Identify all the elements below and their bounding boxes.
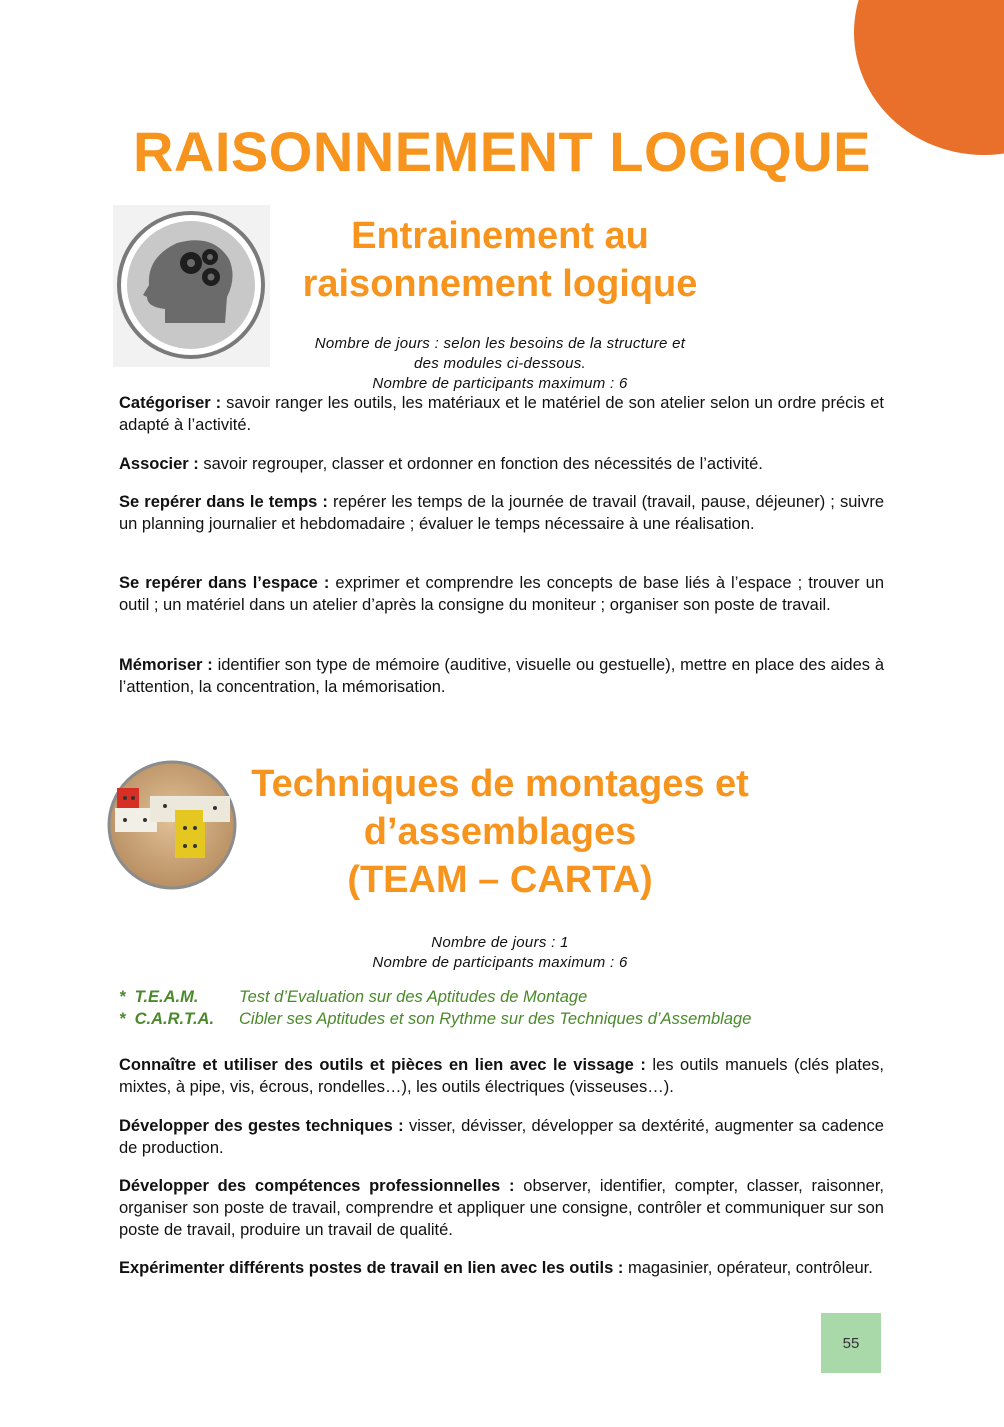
paragraph-label: Expérimenter différents postes de travail en lien avec les outils :	[119, 1259, 624, 1277]
paragraph-label: Connaître et utiliser des outils et pièces en lien avec le vissage :	[119, 1056, 646, 1074]
paragraph-gestes	[119, 1115, 884, 1159]
title-line: Techniques de montages et	[251, 763, 749, 805]
paragraph-text: savoir regrouper, classer et ordonner en fonction des nécessités de l’activité.	[198, 455, 763, 473]
paragraph-categoriser	[119, 392, 884, 436]
title-line: (TEAM – CARTA)	[347, 859, 653, 901]
acronym-value: Test d’Evaluation sur des Aptitudes de Montage	[239, 988, 588, 1006]
section1-meta	[250, 334, 750, 394]
paragraph-memoriser	[119, 654, 884, 698]
paragraph-label: Se repérer dans le temps :	[119, 493, 328, 511]
paragraph-text: savoir ranger les outils, les matériaux et le matériel de son atelier selon un ordre précis et adapté à l’activité.	[119, 394, 885, 434]
meta-line: Nombre de jours : 1	[431, 934, 569, 951]
meta-line: des modules ci-dessous.	[414, 355, 586, 372]
acronym-list	[119, 986, 899, 1030]
page-title: RAISONNEMENT LOGIQUE	[132, 120, 872, 183]
paragraph-text: exprimer et comprendre les concepts de base liés à l’espace ; trouver un outil ; un matériel dans un atelier d’après la consigne du moniteur ; organiser son poste de travail.	[119, 574, 885, 614]
paragraph-outils	[119, 1054, 884, 1098]
section2-meta	[250, 933, 750, 973]
meta-line: Nombre de participants maximum : 6	[372, 954, 628, 971]
paragraph-label: Catégoriser :	[119, 394, 222, 412]
paragraph-text: observer, identifier, compter, classer, raisonner, organiser son poste de travail, comprendre et appliquer une consigne, contrôler et communiquer sur son poste de travail, produire un travail de qualité.	[119, 1177, 884, 1239]
paragraph-text: identifier son type de mémoire (auditive, visuelle ou gestuelle), mettre en place des aides à l’attention, la concentration, la mémorisation.	[119, 656, 884, 696]
meta-line: Nombre de participants maximum : 6	[372, 375, 628, 392]
paragraph-label: Se repérer dans l’espace :	[119, 574, 330, 592]
head-gears-icon	[113, 205, 270, 367]
section1-title: Entrainement au raisonnement logique	[302, 215, 698, 305]
paragraph-temps	[119, 491, 884, 535]
paragraph-label: Développer des gestes techniques :	[119, 1117, 404, 1135]
section2-title	[200, 760, 800, 904]
acronym-key: * T.E.A.M.	[119, 988, 199, 1006]
acronym-value: Cibler ses Aptitudes et son Rythme sur des Techniques d’Assemblage	[239, 1010, 752, 1028]
meta-line: Nombre de jours : selon les besoins de la structure et	[314, 335, 686, 352]
paragraph-label: Associer :	[119, 455, 199, 473]
acronym-row	[119, 1008, 899, 1030]
title-line: d’assemblages	[363, 811, 637, 853]
paragraph-label: Développer des compétences professionnelles :	[119, 1177, 515, 1195]
paragraph-text: visser, dévisser, développer sa dextérité, augmenter sa cadence de production.	[119, 1117, 884, 1157]
paragraph-espace	[119, 572, 884, 616]
paragraph-label: Mémoriser :	[119, 656, 213, 674]
paragraph-text: repérer les temps de la journée de travail (travail, pause, déjeuner) ; suivre un planning journalier et hebdomadaire ; évaluer le temps nécessaire à une réalisation.	[119, 493, 884, 533]
page-number: 55	[821, 1313, 881, 1373]
paragraph-associer	[119, 453, 884, 475]
paragraph-postes	[119, 1257, 884, 1279]
paragraph-competences	[119, 1175, 884, 1241]
paragraph-text: magasinier, opérateur, contrôleur.	[623, 1259, 873, 1277]
acronym-key: * C.A.R.T.A.	[119, 1010, 215, 1028]
paragraph-text: les outils manuels (clés plates, mixtes, à pipe, vis, écrous, rondelles…), les outils électriques (visseuses…).	[119, 1056, 884, 1096]
acronym-row	[119, 986, 899, 1008]
